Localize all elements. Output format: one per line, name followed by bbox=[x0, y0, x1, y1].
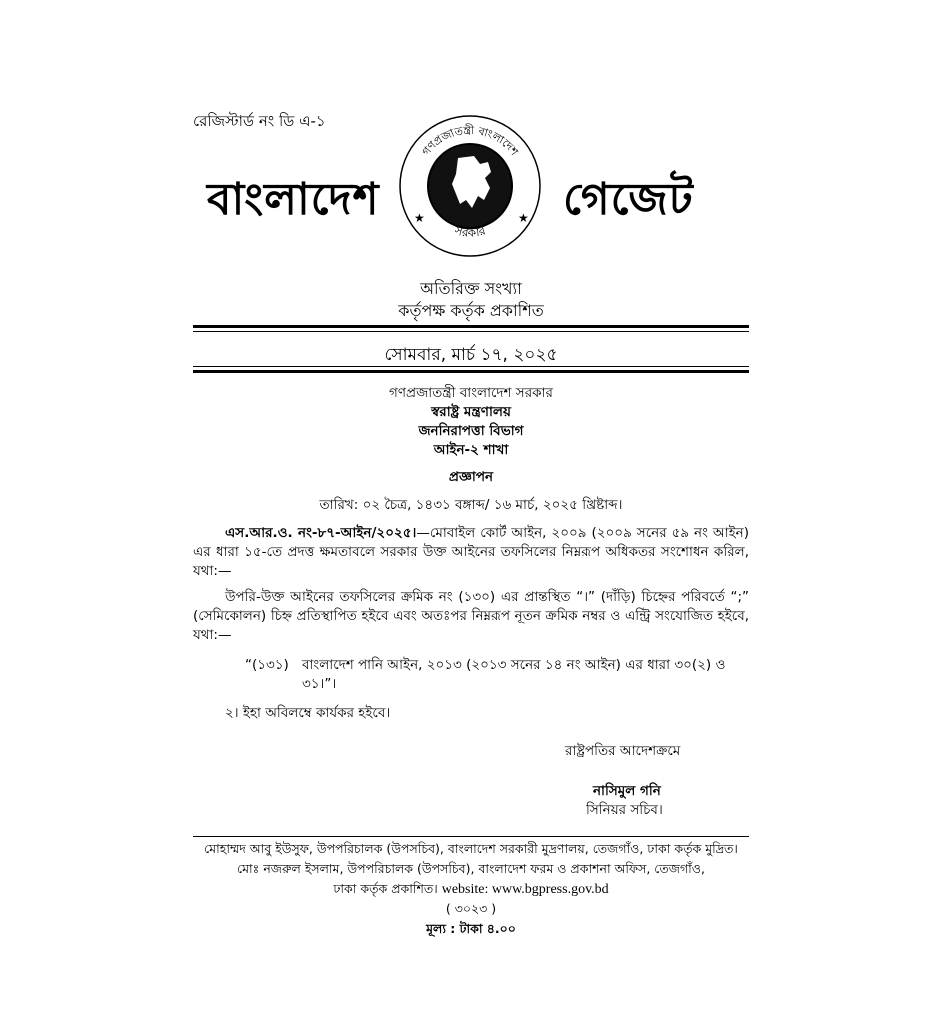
masthead-rule-thick bbox=[193, 325, 749, 328]
footer-website-line bbox=[0, 880, 942, 899]
date-rule-thick bbox=[193, 370, 749, 373]
paragraph-3-text: ২। ইহা অবিলম্বে কার্যকর হইবে। bbox=[225, 705, 391, 721]
date-rule-thin bbox=[193, 366, 749, 367]
issue-type: অতিরিক্ত সংখ্যা bbox=[420, 279, 522, 298]
signatory-designation: সিনিয়র সচিব। bbox=[586, 802, 663, 818]
branch-name: আইন-২ শাখা bbox=[433, 442, 509, 458]
registration-number: রেজিস্টার্ড নং ডি এ-১ bbox=[193, 112, 326, 130]
issue-date: সোমবার, মার্চ ১৭, ২০২৫ bbox=[384, 345, 558, 365]
seal-star-right: ★ bbox=[518, 211, 529, 225]
government-name: গণপ্রজাতন্ত্রী বাংলাদেশ সরকার bbox=[389, 385, 553, 401]
masthead-title-right: গেজেট bbox=[563, 174, 694, 225]
seal-bottom-text: সরকার bbox=[452, 223, 488, 240]
footer-publisher: মোঃ নজরুল ইসলাম, উপপরিচালক (উপসচিব), বাংলাদেশ ফরম ও প্রকাশনা অফিস, তেজগাঁও, bbox=[237, 861, 705, 876]
signatory-name: নাসিমুল গনি bbox=[593, 783, 661, 799]
notification-date: তারিখ: ০২ চৈত্র, ১৪৩১ বঙ্গাব্দ/ ১৬ মার্চ, ২০২৫ খ্রিষ্টাব্দ। bbox=[319, 497, 623, 513]
price: মূল্য : টাকা ৪.০০ bbox=[426, 921, 516, 936]
footer-published-text: ঢাকা কর্তৃক প্রকাশিত। bbox=[333, 881, 438, 896]
document-type: প্রজ্ঞাপন bbox=[448, 469, 494, 485]
schedule-entry-number: “(১৩১) bbox=[245, 657, 289, 673]
signature-order: রাষ্ট্রপতির আদেশক্রমে bbox=[565, 743, 681, 759]
published-by: কর্তৃপক্ষ কর্তৃক প্রকাশিত bbox=[398, 301, 544, 320]
government-seal-emblem bbox=[396, 112, 544, 260]
page-number: ( ৩০২৩ ) bbox=[445, 901, 497, 916]
paragraph-3 bbox=[193, 704, 749, 723]
sro-reference: এস.আর.ও. নং-৮৭-আইন/২০২৫। bbox=[225, 525, 417, 541]
schedule-entry-text: বাংলাদেশ পানি আইন, ২০১৩ (২০১৩ সনের ১৪ নং আইন) এর ধারা ৩০(২) ও ৩১।”। bbox=[302, 657, 726, 692]
schedule-entry bbox=[245, 656, 749, 694]
footer-website[interactable]: website: www.bgpress.gov.bd bbox=[441, 882, 609, 897]
seal-top-text: গণপ্রজাতন্ত্রী বাংলাদেশ bbox=[419, 123, 521, 159]
masthead-rule-thin bbox=[193, 331, 749, 332]
division-name: জননিরাপত্তা বিভাগ bbox=[418, 423, 524, 439]
footer-printer: মোহাম্মদ আবু ইউসুফ, উপপরিচালক (উপসচিব), বাংলাদেশ সরকারী মুদ্রণালয়, তেজগাঁও, ঢাকা কর্তৃক মুদ্রিত। bbox=[204, 841, 738, 856]
paragraph-2-text: উপরি-উক্ত আইনের তফসিলের ক্রমিক নং (১৩০) এর প্রান্তস্থিত “।” (দাঁড়ি) চিহ্নের পরিবর্তে “;” (সেমিকোলন) চিহ্ন প্রতিস্থাপিত হইবে এবং অতঃপর নিম্নরূপ নূতন ক্রমিক নম্বর ও এন্ট্রি সংযোজিত হইবে, যথা:— bbox=[193, 589, 749, 643]
paragraph-1-text: —মোবাইল কোর্ট আইন, ২০০৯ (২০০৯ সনের ৫৯ নং আইন) এর ধারা ১৫-তে প্রদত্ত ক্ষমতাবলে সরকার উক্ত আইনের তফসিলের নিম্নরূপ অধিকতর সংশোধন করিল, যথা:— bbox=[193, 525, 749, 579]
footer-rule bbox=[193, 836, 749, 837]
paragraph-1 bbox=[193, 524, 749, 581]
masthead-title-left: বাংলাদেশ bbox=[207, 174, 380, 225]
paragraph-2 bbox=[193, 588, 749, 645]
ministry-name: স্বরাষ্ট্র মন্ত্রণালয় bbox=[431, 404, 511, 420]
seal-star-left: ★ bbox=[414, 211, 425, 225]
